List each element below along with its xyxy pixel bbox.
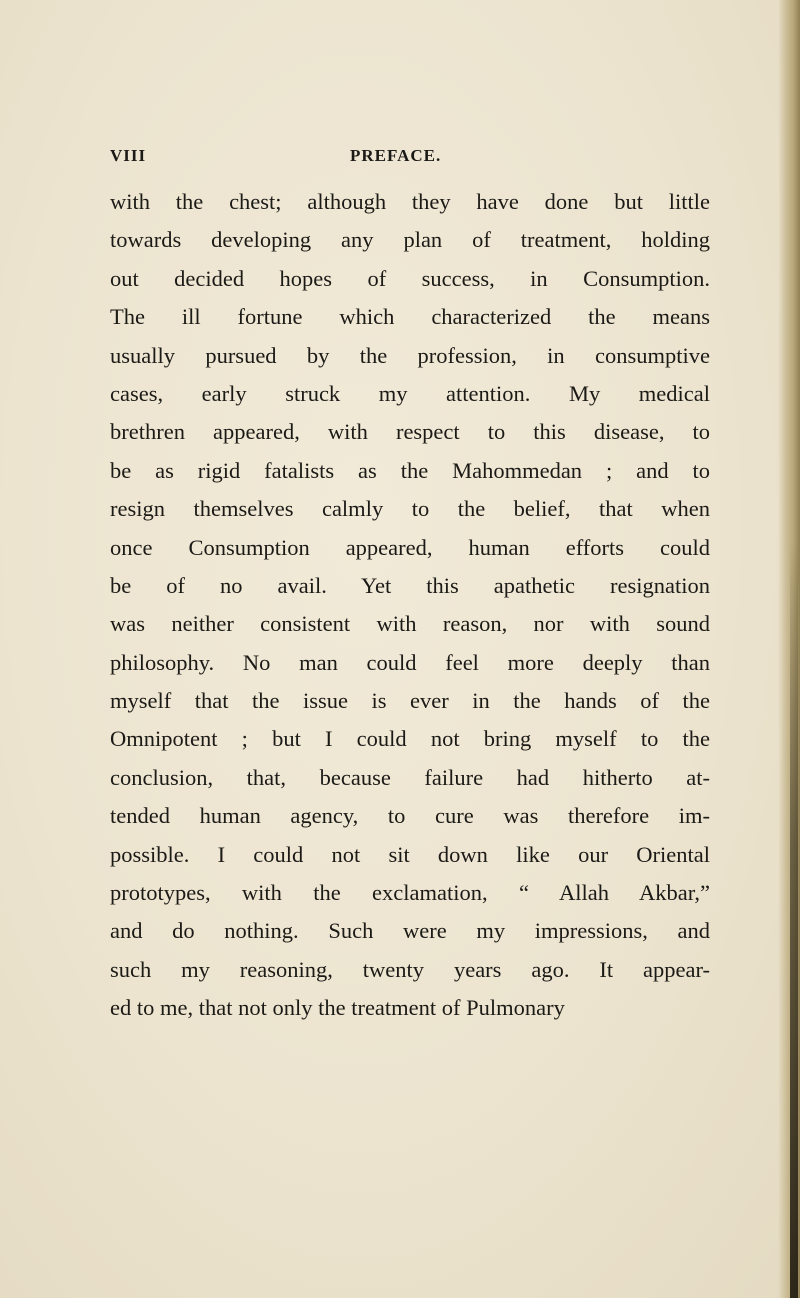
text-line: brethren appeared, with respect to this disease, to (110, 419, 710, 445)
text-line: was neither consistent with reason, nor with sound (110, 611, 710, 637)
page-edge-shadow (778, 0, 800, 1298)
text-line: cases, early struck my attention. My medical (110, 380, 710, 406)
text-line: be as rigid fatalists as the Mahommedan ; and to (110, 457, 710, 483)
text-line: philosophy. No man could feel more deeply than (110, 649, 710, 675)
running-title: PREFACE. (350, 146, 442, 165)
text-line: tended human agency, to cure was therefore im- (110, 803, 710, 829)
page-number: VIII (110, 146, 147, 165)
text-line: usually pursued by the profession, in consumptive (110, 342, 710, 368)
text-line: with the chest; although they have done but little (110, 189, 710, 214)
text-line: myself that the issue is ever in the hands of the (110, 688, 710, 714)
text-line: once Consumption appeared, human efforts could (110, 534, 710, 560)
text-line: out decided hopes of success, in Consumption. (110, 265, 710, 291)
text-line: be of no avail. Yet this apathetic resignation (110, 572, 710, 598)
text-line: such my reasoning, twenty years ago. It appear- (110, 956, 710, 982)
text-line: The ill fortune which characterized the means (110, 304, 710, 330)
text-line: possible. I could not sit down like our Oriental (110, 841, 710, 867)
page-header (110, 146, 710, 168)
text-line: prototypes, with the exclamation, “ Allah Akbar,” (110, 880, 710, 906)
text-line: conclusion, that, because failure had hitherto at- (110, 764, 710, 790)
body-text (110, 183, 710, 1028)
text-line: and do nothing. Such were my impressions, and (110, 918, 710, 944)
text-line: Omnipotent ; but I could not bring myself to the (110, 726, 710, 752)
text-line: towards developing any plan of treatment, holding (110, 227, 710, 253)
text-line: ed to me, that not only the treatment of Pulmonary (110, 995, 565, 1021)
text-line: resign themselves calmly to the belief, that when (110, 496, 710, 522)
